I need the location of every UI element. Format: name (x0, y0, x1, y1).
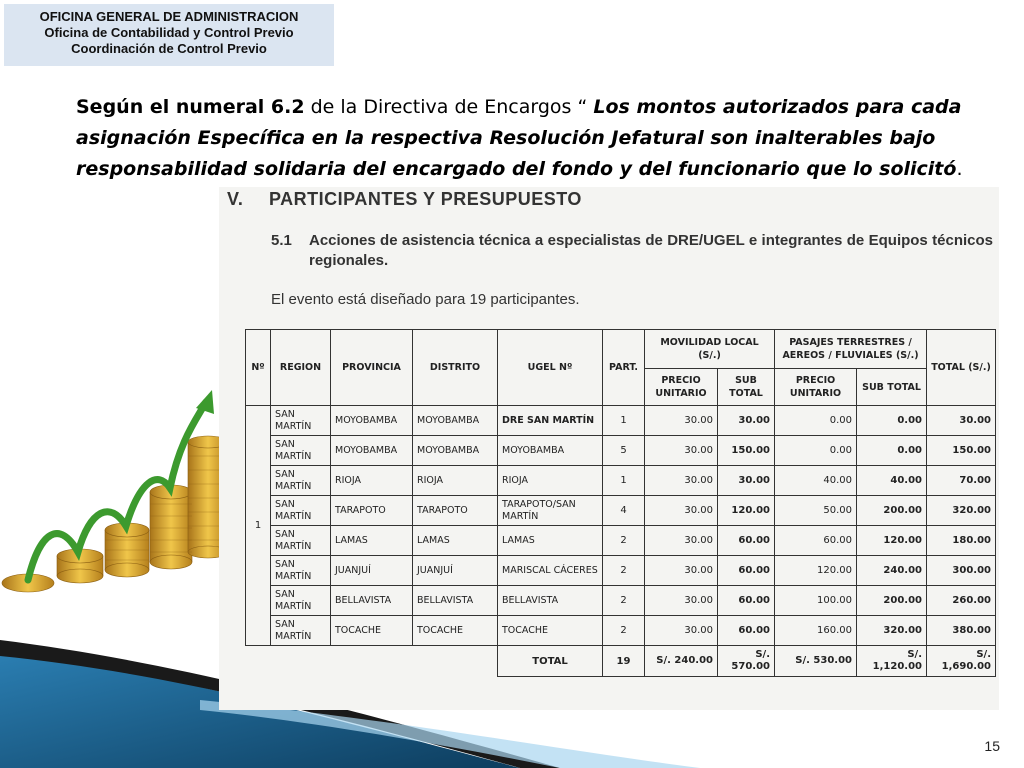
event-participants-text: El evento está diseñado para 19 participantes. (271, 291, 580, 308)
cell-ugel: BELLAVISTA (498, 586, 603, 616)
intro-bold: Según el numeral 6.2 (76, 96, 305, 118)
col-header-n: Nº (246, 330, 271, 406)
cell-part: 2 (603, 526, 645, 556)
cell-part: 4 (603, 496, 645, 526)
cell-movilidad-subtotal: 120.00 (718, 496, 775, 526)
row-group-number: 1 (246, 406, 271, 646)
cell-total: 30.00 (927, 406, 996, 436)
cell-movilidad-precio: 30.00 (645, 406, 718, 436)
cell-provincia: LAMAS (331, 526, 413, 556)
cell-pasajes-precio: 0.00 (775, 406, 857, 436)
total-part: 19 (603, 646, 645, 677)
cell-movilidad-precio: 30.00 (645, 526, 718, 556)
cell-pasajes-subtotal: 0.00 (857, 406, 927, 436)
header-line-1: OFICINA GENERAL DE ADMINISTRACION (39, 9, 299, 24)
cell-total: 70.00 (927, 466, 996, 496)
col-header-movilidad: MOVILIDAD LOCAL (S/.) (645, 330, 775, 369)
cell-movilidad-precio: 30.00 (645, 436, 718, 466)
cell-total: 260.00 (927, 586, 996, 616)
cell-ugel: MARISCAL CÁCERES (498, 556, 603, 586)
col-header-total: TOTAL (S/.) (927, 330, 996, 406)
col-header-sub-total-1: SUB TOTAL (718, 369, 775, 406)
subsection-title (271, 231, 993, 271)
subsection-number: 5.1 (271, 232, 292, 249)
col-header-distrito: DISTRITO (413, 330, 498, 406)
cell-distrito: LAMAS (413, 526, 498, 556)
table-row (246, 406, 996, 436)
cell-region: SAN MARTÍN (271, 616, 331, 646)
cell-provincia: TOCACHE (331, 616, 413, 646)
col-header-sub-total-2: SUB TOTAL (857, 369, 927, 406)
cell-ugel: RIOJA (498, 466, 603, 496)
col-header-precio-unitario-1: PRECIO UNITARIO (645, 369, 718, 406)
cell-total: 380.00 (927, 616, 996, 646)
cell-region: SAN MARTÍN (271, 526, 331, 556)
table-row (246, 496, 996, 526)
cell-total: 150.00 (927, 436, 996, 466)
table-row (246, 436, 996, 466)
total-grand: S/. 1,690.00 (927, 646, 996, 677)
cell-provincia: MOYOBAMBA (331, 436, 413, 466)
cell-pasajes-precio: 40.00 (775, 466, 857, 496)
intro-plain: de la Directiva de Encargos “ (304, 96, 594, 118)
cell-provincia: MOYOBAMBA (331, 406, 413, 436)
cell-movilidad-subtotal: 60.00 (718, 526, 775, 556)
col-header-pasajes: PASAJES TERRESTRES / AEREOS / FLUVIALES (S/.) (775, 330, 927, 369)
cell-part: 1 (603, 406, 645, 436)
table-row (246, 526, 996, 556)
cell-ugel: TARAPOTO/SAN MARTÍN (498, 496, 603, 526)
cell-pasajes-subtotal: 0.00 (857, 436, 927, 466)
cell-pasajes-subtotal: 120.00 (857, 526, 927, 556)
cell-pasajes-precio: 50.00 (775, 496, 857, 526)
table-row (246, 466, 996, 496)
cell-movilidad-subtotal: 60.00 (718, 586, 775, 616)
col-header-precio-unitario-2: PRECIO UNITARIO (775, 369, 857, 406)
intro-paragraph (76, 92, 996, 185)
cell-pasajes-precio: 120.00 (775, 556, 857, 586)
scanned-document (219, 187, 999, 710)
cell-part: 2 (603, 616, 645, 646)
cell-total: 180.00 (927, 526, 996, 556)
col-header-provincia: PROVINCIA (331, 330, 413, 406)
budget-table (245, 329, 996, 677)
cell-ugel: DRE SAN MARTÍN (498, 406, 603, 436)
cell-distrito: MOYOBAMBA (413, 406, 498, 436)
cell-distrito: TARAPOTO (413, 496, 498, 526)
col-header-ugel: UGEL Nº (498, 330, 603, 406)
cell-movilidad-subtotal: 60.00 (718, 556, 775, 586)
cell-movilidad-subtotal: 30.00 (718, 406, 775, 436)
cell-part: 1 (603, 466, 645, 496)
cell-movilidad-precio: 30.00 (645, 556, 718, 586)
budget-table-body (246, 406, 996, 677)
cell-pasajes-precio: 100.00 (775, 586, 857, 616)
cell-provincia: RIOJA (331, 466, 413, 496)
cell-provincia: TARAPOTO (331, 496, 413, 526)
cell-ugel: MOYOBAMBA (498, 436, 603, 466)
total-row-spacer (246, 646, 498, 677)
total-pasajes-precio: S/. 530.00 (775, 646, 857, 677)
page-number: 15 (984, 738, 1000, 754)
cell-pasajes-precio: 0.00 (775, 436, 857, 466)
table-row (246, 616, 996, 646)
cell-movilidad-precio: 30.00 (645, 616, 718, 646)
cell-region: SAN MARTÍN (271, 466, 331, 496)
cell-distrito: JUANJUÍ (413, 556, 498, 586)
cell-pasajes-precio: 160.00 (775, 616, 857, 646)
header-line-3: Coordinación de Control Previo (71, 41, 267, 56)
cell-movilidad-precio: 30.00 (645, 496, 718, 526)
cell-part: 5 (603, 436, 645, 466)
cell-pasajes-subtotal: 40.00 (857, 466, 927, 496)
col-header-region: REGION (271, 330, 331, 406)
cell-distrito: RIOJA (413, 466, 498, 496)
cell-movilidad-subtotal: 30.00 (718, 466, 775, 496)
cell-region: SAN MARTÍN (271, 406, 331, 436)
section-number: V. (227, 189, 244, 209)
cell-region: SAN MARTÍN (271, 496, 331, 526)
cell-total: 320.00 (927, 496, 996, 526)
section-title-text: PARTICIPANTES Y PRESUPUESTO (269, 189, 582, 209)
cell-movilidad-precio: 30.00 (645, 466, 718, 496)
cell-region: SAN MARTÍN (271, 586, 331, 616)
cell-distrito: MOYOBAMBA (413, 436, 498, 466)
cell-ugel: LAMAS (498, 526, 603, 556)
intro-end: . (956, 158, 963, 180)
cell-part: 2 (603, 556, 645, 586)
cell-pasajes-subtotal: 200.00 (857, 586, 927, 616)
subsection-title-text: Acciones de asistencia técnica a especialistas de DRE/UGEL e integrantes de Equipos técnicos regionales. (309, 232, 993, 269)
cell-distrito: BELLAVISTA (413, 586, 498, 616)
header-box (4, 4, 334, 66)
cell-movilidad-precio: 30.00 (645, 586, 718, 616)
table-row (246, 586, 996, 616)
cell-pasajes-subtotal: 200.00 (857, 496, 927, 526)
header-line-2: Oficina de Contabilidad y Control Previo (44, 25, 294, 40)
table-total-row (246, 646, 996, 677)
total-label: TOTAL (498, 646, 603, 677)
cell-pasajes-subtotal: 240.00 (857, 556, 927, 586)
cell-movilidad-subtotal: 60.00 (718, 616, 775, 646)
section-title (227, 189, 582, 210)
total-movilidad-subtotal: S/. 570.00 (718, 646, 775, 677)
cell-region: SAN MARTÍN (271, 556, 331, 586)
total-pasajes-subtotal: S/. 1,120.00 (857, 646, 927, 677)
cell-movilidad-subtotal: 150.00 (718, 436, 775, 466)
cell-pasajes-subtotal: 320.00 (857, 616, 927, 646)
cell-part: 2 (603, 586, 645, 616)
cell-pasajes-precio: 60.00 (775, 526, 857, 556)
col-header-part: PART. (603, 330, 645, 406)
intro-quote: Los montos autorizados para cada asignación Específica en la respectiva Resolución Jefatural son inalterables bajo responsabilidad solidaria del encargado del fondo y del funcionario que lo solicitó (76, 96, 962, 180)
table-row (246, 556, 996, 586)
cell-provincia: JUANJUÍ (331, 556, 413, 586)
cell-total: 300.00 (927, 556, 996, 586)
coins-growth-image (0, 380, 230, 620)
cell-region: SAN MARTÍN (271, 436, 331, 466)
total-movilidad-precio: S/. 240.00 (645, 646, 718, 677)
cell-distrito: TOCACHE (413, 616, 498, 646)
cell-provincia: BELLAVISTA (331, 586, 413, 616)
cell-ugel: TOCACHE (498, 616, 603, 646)
